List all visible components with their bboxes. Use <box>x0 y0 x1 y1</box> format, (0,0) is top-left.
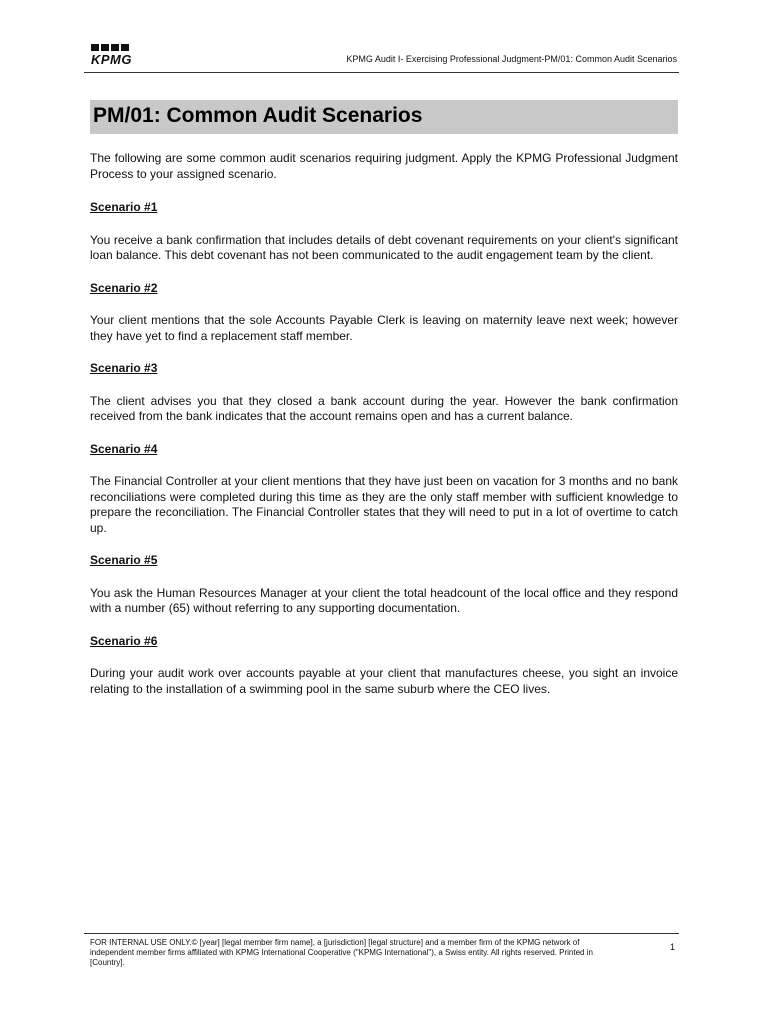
header-title: KPMG Audit I- Exercising Professional Judgment-PM/01: Common Audit Scenarios <box>346 54 677 64</box>
scenario-5-heading: Scenario #5 <box>90 553 158 567</box>
scenario-6-body: During your audit work over accounts payable at your client that manufactures cheese, you sight an invoice relating to the installation of a swimming pool in the same suburb where the CEO lives. <box>90 666 678 696</box>
page-footer <box>84 933 679 967</box>
kpmg-logo <box>91 50 132 66</box>
page-number: 1 <box>669 942 675 952</box>
scenario-6-heading: Scenario #6 <box>90 633 158 648</box>
scenario-4-heading: Scenario #4 <box>90 441 158 456</box>
scenario-4-body: The Financial Controller at your client mentions that they have just been on vacation for 3 months and no bank reconciliations were completed during this time as they are the only staff member with sufficient knowledge to prepare the reconciliation. The Financial Controller states that they will need to put in a lot of overtime to catch up. <box>90 474 678 535</box>
intro-paragraph: The following are some common audit scenarios requiring judgment. Apply the KPMG Professional Judgment Process to your assigned scenario. <box>90 151 678 181</box>
page-header <box>84 46 679 73</box>
footer-legal-text: FOR INTERNAL USE ONLY.© [year] [legal member firm name], a [jurisdiction] [legal structure] and a member firm of the KPMG network of independent member firms affiliated with KPMG International Cooperative ("KPMG International"), a Swiss entity. All rights reserved. Printed in [Country]. <box>90 938 593 967</box>
page-title: PM/01: Common Audit Scenarios <box>93 104 423 127</box>
scenario-3-heading: Scenario #3 <box>90 361 158 375</box>
scenario-3-body: The client advises you that they closed a bank account during the year. However the bank confirmation received from the bank indicates that the account remains open and has a current balance. <box>90 393 678 423</box>
scenario-1-heading: Scenario #1 <box>90 200 158 214</box>
document-body <box>90 151 678 714</box>
kpmg-logo-blocks-icon <box>91 44 129 51</box>
title-bar <box>90 100 678 134</box>
scenario-1-body: You receive a bank confirmation that includes details of debt covenant requirements on your client's significant loan balance. This debt covenant has not been communicated to the audit engagement team by the client. <box>90 232 678 262</box>
scenario-2-heading: Scenario #2 <box>90 280 158 295</box>
logo-text: KPMG <box>91 52 132 67</box>
scenario-5-body: You ask the Human Resources Manager at your client the total headcount of the local office and they respond with a number (65) without referring to any supporting documentation. <box>90 585 678 615</box>
scenario-2-body: Your client mentions that the sole Accounts Payable Clerk is leaving on maternity leave next week; however they have yet to find a replacement staff member. <box>90 313 678 343</box>
